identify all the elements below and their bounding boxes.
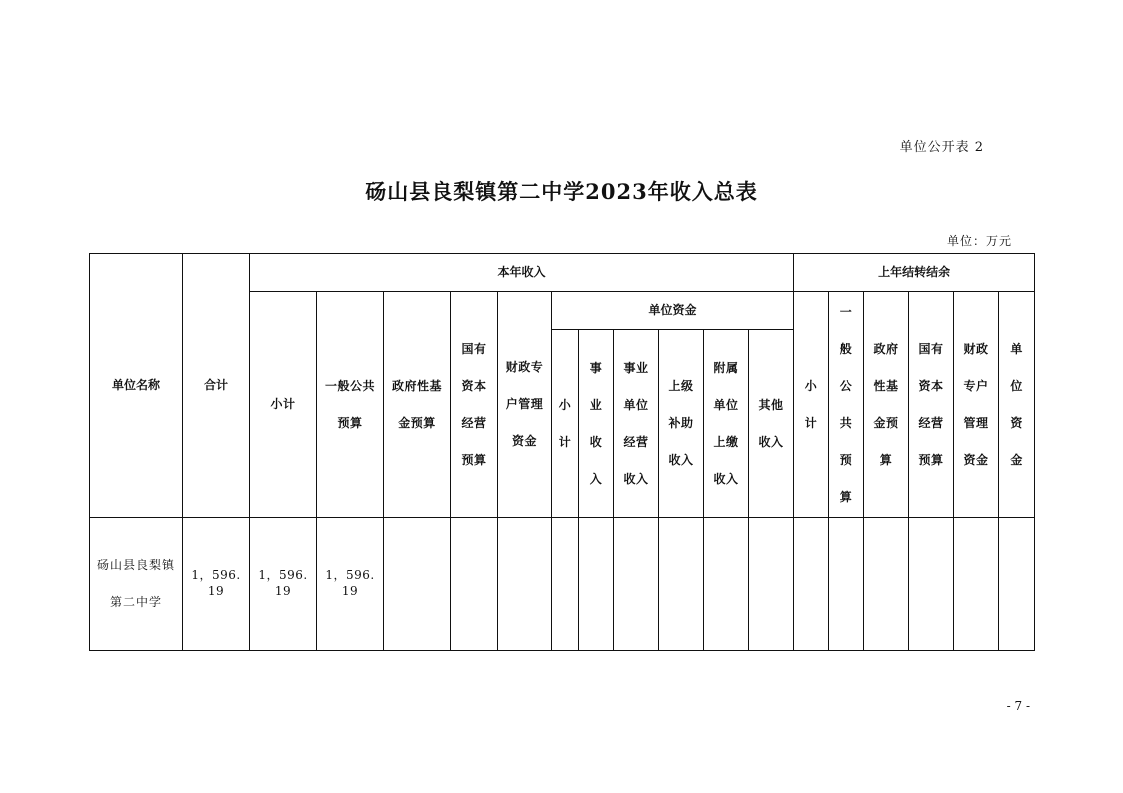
header-unit-name: 单位名称 bbox=[90, 254, 183, 518]
cell-empty bbox=[552, 518, 579, 651]
header-other-income: 其他 收入 bbox=[749, 330, 794, 518]
cell-empty bbox=[794, 518, 829, 651]
page-number: - 7 - bbox=[1006, 699, 1030, 713]
cell-empty bbox=[614, 518, 659, 651]
cell-empty bbox=[749, 518, 794, 651]
cell-empty bbox=[579, 518, 614, 651]
header-unit-funds: 单位资金 bbox=[552, 292, 794, 330]
header-fiscal-special-account: 财政专 户管理 资金 bbox=[498, 292, 552, 518]
header-carryover-general-public-budget: 一 般 公 共 预 算 bbox=[829, 292, 864, 518]
cell-empty bbox=[999, 518, 1035, 651]
cell-empty bbox=[451, 518, 498, 651]
cell-empty bbox=[909, 518, 954, 651]
cell-empty bbox=[954, 518, 999, 651]
header-gov-fund-budget: 政府性基 金预算 bbox=[384, 292, 451, 518]
cell-current-subtotal: 1，596. 19 bbox=[250, 518, 317, 651]
page-title: 砀山县良梨镇第二中学2023年收入总表 bbox=[365, 179, 758, 204]
income-summary-table bbox=[89, 253, 1035, 651]
cell-unit-name: 砀山县良梨镇 第二中学 bbox=[90, 518, 183, 651]
cell-empty bbox=[498, 518, 552, 651]
header-superior-subsidy: 上级 补助 收入 bbox=[659, 330, 704, 518]
cell-empty bbox=[704, 518, 749, 651]
form-number: 单位公开表 2 bbox=[899, 140, 984, 155]
header-carryover-subtotal: 小 计 bbox=[794, 292, 829, 518]
unit-label: 单位：万元 bbox=[946, 234, 1012, 248]
header-business-income: 事 业 收 入 bbox=[579, 330, 614, 518]
cell-empty bbox=[384, 518, 451, 651]
table-row bbox=[90, 518, 1035, 651]
cell-empty bbox=[659, 518, 704, 651]
header-affiliated-payment: 附属 单位 上缴 收入 bbox=[704, 330, 749, 518]
header-business-operation-income: 事业 单位 经营 收入 bbox=[614, 330, 659, 518]
cell-empty bbox=[829, 518, 864, 651]
header-carryover-balance: 上年结转结余 bbox=[794, 254, 1035, 292]
header-total: 合计 bbox=[183, 254, 250, 518]
cell-empty bbox=[864, 518, 909, 651]
header-state-capital-budget: 国有 资本 经营 预算 bbox=[451, 292, 498, 518]
header-unit-funds-subtotal: 小 计 bbox=[552, 330, 579, 518]
cell-total: 1，596. 19 bbox=[183, 518, 250, 651]
header-current-year-income: 本年收入 bbox=[250, 254, 794, 292]
header-current-subtotal: 小计 bbox=[250, 292, 317, 518]
header-carryover-state-capital-budget: 国有 资本 经营 预算 bbox=[909, 292, 954, 518]
header-carryover-unit-funds: 单 位 资 金 bbox=[999, 292, 1035, 518]
header-carryover-gov-fund-budget: 政府 性基 金预 算 bbox=[864, 292, 909, 518]
header-general-public-budget: 一般公共 预算 bbox=[317, 292, 384, 518]
header-carryover-fiscal-special-account: 财政 专户 管理 资金 bbox=[954, 292, 999, 518]
cell-general-public-budget: 1，596. 19 bbox=[317, 518, 384, 651]
